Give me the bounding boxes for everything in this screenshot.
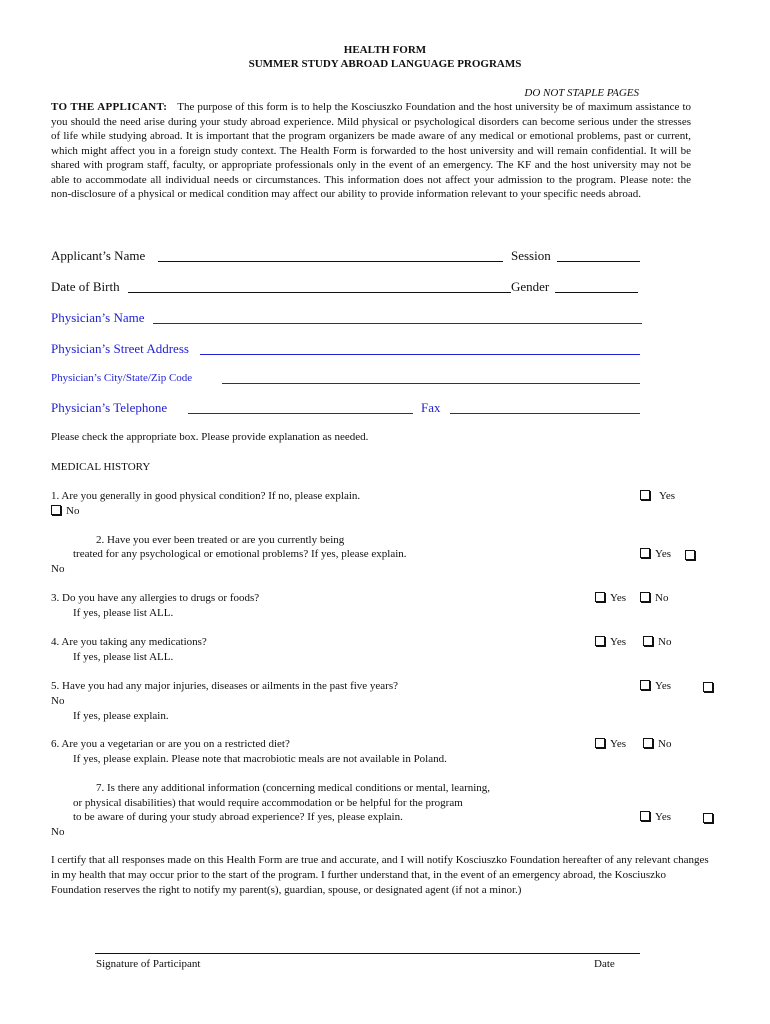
certification-text: I certify that all responses made on this Health Form are true and accurate, and I will notify Kosciuszko Foundation hereafter of any relevant changes in my health that may occur prior to the start of the program. I further understand that, in the event of an emergency abroad, the Kosciuszko Foundation reserves the right to notify my parent(s), guardian, spouse, or designated agent (if not a minor.)	[51, 854, 709, 896]
q7-no-label: No	[51, 826, 65, 838]
q4-yes-checkbox[interactable]	[595, 636, 605, 646]
signature-line[interactable]	[95, 953, 640, 954]
instructions: Please check the appropriate box. Please provide explanation as needed.	[51, 431, 369, 443]
q4-no-checkbox[interactable]	[643, 636, 653, 646]
q5-no-checkbox[interactable]	[703, 682, 713, 692]
q5-yes-checkbox[interactable]	[640, 680, 650, 690]
intro-lead: TO THE APPLICANT:	[51, 101, 168, 113]
question-6-line-1: 6. Are you a vegetarian or are you on a restricted diet?	[51, 738, 290, 750]
q6-no-checkbox[interactable]	[643, 738, 653, 748]
question-5-line-2: If yes, please explain.	[73, 710, 169, 722]
yes-label: Yes	[610, 738, 627, 750]
question-3-line-1: 3. Do you have any allergies to drugs or foods?	[51, 592, 260, 604]
physician-phone-label: Physician’s Telephone	[51, 400, 168, 415]
intro-paragraph	[51, 100, 691, 202]
question-3-line-2: If yes, please list ALL.	[73, 607, 174, 619]
yes-label: Yes	[655, 548, 672, 560]
q2-yes[interactable]	[640, 548, 671, 560]
question-4-line-1: 4. Are you taking any medications?	[51, 636, 207, 648]
physician-street-field[interactable]	[200, 354, 640, 355]
q6-yes-checkbox[interactable]	[595, 738, 605, 748]
q1-no[interactable]	[51, 505, 79, 517]
yes-label: Yes	[655, 680, 672, 692]
q3-yes[interactable]	[595, 592, 626, 604]
dob-label: Date of Birth	[51, 279, 120, 294]
question-7-line-2: or physical disabilities) that would require accommodation or be helpful for the program	[73, 797, 463, 809]
applicant-name-label: Applicant’s Name	[51, 248, 146, 263]
signature-label: Signature of Participant	[96, 958, 201, 970]
yes-label: Yes	[659, 490, 676, 502]
question-4-line-2: If yes, please list ALL.	[73, 651, 174, 663]
question-1: 1. Are you generally in good physical condition? If no, please explain.	[51, 490, 361, 502]
q5-yes[interactable]	[640, 680, 671, 692]
q4-yes[interactable]	[595, 636, 626, 648]
q1-no-checkbox[interactable]	[51, 505, 61, 515]
physician-phone-field[interactable]	[188, 413, 413, 414]
session-label: Session	[511, 248, 551, 263]
q2-yes-checkbox[interactable]	[640, 548, 650, 558]
physician-city-label: Physician’s City/State/Zip Code	[51, 372, 193, 384]
q2-no-label: No	[51, 563, 65, 575]
physician-street-label: Physician’s Street Address	[51, 341, 189, 356]
yes-label: Yes	[610, 636, 627, 648]
question-6-line-2: If yes, please explain. Please note that macrobiotic meals are not available in Poland.	[73, 753, 447, 765]
q6-no[interactable]	[643, 738, 671, 750]
applicant-name-field[interactable]	[158, 261, 503, 262]
question-7-line-3: to be aware of during your study abroad experience? If yes, please explain.	[73, 811, 403, 823]
q2-no-checkbox[interactable]	[685, 550, 695, 560]
q1-yes[interactable]	[640, 490, 675, 502]
q7-no-checkbox[interactable]	[703, 813, 713, 823]
no-label: No	[66, 505, 80, 517]
date-label: Date	[594, 958, 615, 970]
question-2-line-2: treated for any psychological or emotional problems? If yes, please explain.	[73, 548, 407, 560]
question-7-line-1: 7. Is there any additional information (concerning medical conditions or mental, learning,	[96, 782, 491, 794]
gender-field[interactable]	[555, 292, 638, 293]
session-field[interactable]	[557, 261, 640, 262]
physician-city-field[interactable]	[222, 383, 640, 384]
fax-field[interactable]	[450, 413, 640, 414]
intro-text: The purpose of this form is to help the Kosciuszko Foundation and the host university be of maximum assistance to you should the need arise during your study abroad experience. Mild physical or psychological disorders can become serious under the stresses of life while studying abroad. It is important that the program organizers be made aware of any medical or emotional problems, past or current, which might affect you in a foreign study context. The Health Form is forwarded to the host university and will remain confidential. It will be shared with program staff, faculty, or appropriate professionals only in the event of an emergency. The KF and the host university may not be able to accommodate all individual needs or circumstances. This information does not affect your admission to the program. Please note: the non-disclosure of a physical or medical condition may affect our ability to provide information relevant to your specific needs abroad.	[51, 101, 692, 200]
q4-no[interactable]	[643, 636, 671, 648]
section-title: MEDICAL HISTORY	[51, 461, 151, 473]
form-subtitle: SUMMER STUDY ABROAD LANGUAGE PROGRAMS	[248, 58, 522, 70]
q3-no-checkbox[interactable]	[640, 592, 650, 602]
no-label: No	[655, 592, 669, 604]
dob-field[interactable]	[128, 292, 511, 293]
yes-label: Yes	[610, 592, 627, 604]
q3-no[interactable]	[640, 592, 668, 604]
q5-no-label: No	[51, 695, 65, 707]
question-2-line-1: 2. Have you ever been treated or are you currently being	[96, 534, 345, 546]
q3-yes-checkbox[interactable]	[595, 592, 605, 602]
q6-yes[interactable]	[595, 738, 626, 750]
physician-name-label: Physician’s Name	[51, 310, 145, 325]
physician-name-field[interactable]	[153, 323, 642, 324]
form-title: HEALTH FORM	[343, 44, 427, 56]
yes-label: Yes	[655, 811, 672, 823]
question-5-line-1: 5. Have you had any major injuries, diseases or ailments in the past five years?	[51, 680, 399, 692]
gender-label: Gender	[511, 279, 550, 294]
no-label: No	[658, 738, 672, 750]
q7-yes-checkbox[interactable]	[640, 811, 650, 821]
fax-label: Fax	[421, 400, 441, 415]
q1-yes-checkbox[interactable]	[640, 490, 650, 500]
q7-yes[interactable]	[640, 811, 671, 823]
no-label: No	[658, 636, 672, 648]
staple-note: DO NOT STAPLE PAGES	[524, 87, 639, 99]
